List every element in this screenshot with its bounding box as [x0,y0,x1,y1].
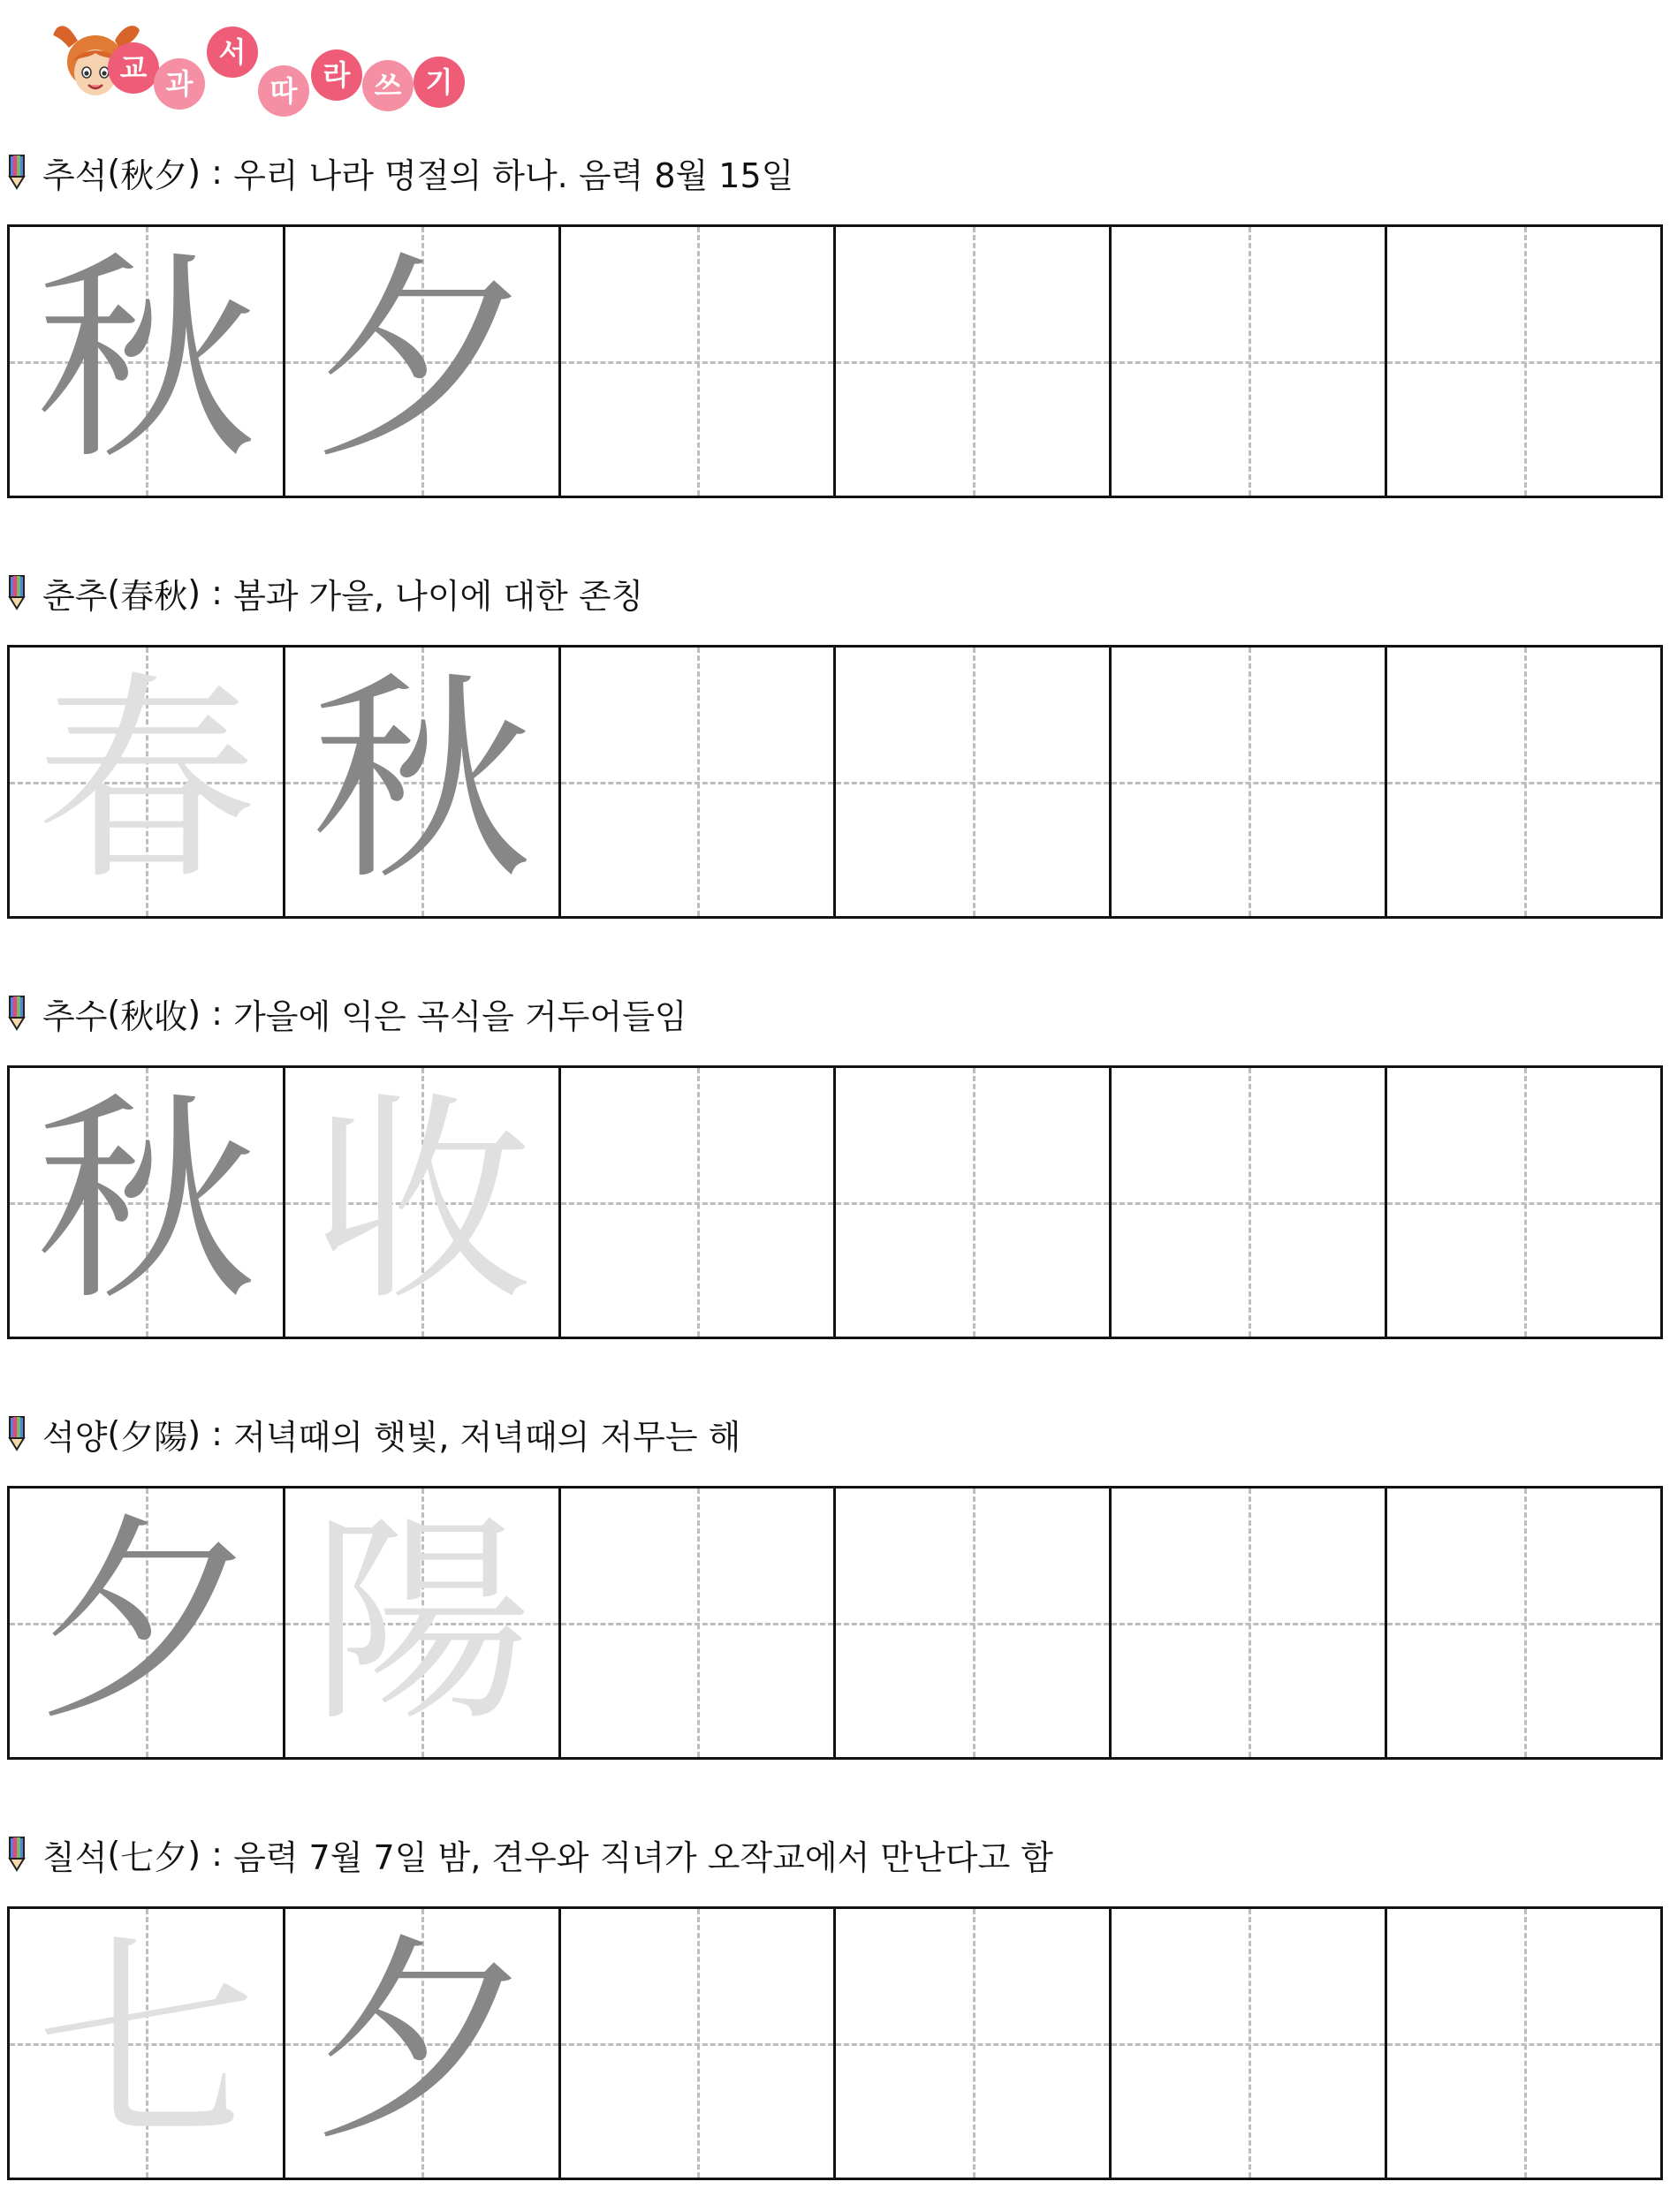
guide-line-horizontal [1112,2043,1385,2046]
close-paren: ) [187,573,201,612]
vocab-hanja: 秋收 [120,996,188,1036]
vocab-heading [7,1413,741,1457]
trace-character: 七 [35,1914,257,2171]
practice-grid [7,1065,1663,1339]
vocab-heading [7,1834,1053,1875]
trace-character: 秋 [311,653,533,910]
trace-character: 夕 [35,1494,257,1751]
guide-line-horizontal [1112,1202,1385,1205]
vocab-hanja: 春秋 [120,576,188,616]
vocab-section [0,572,1670,926]
guide-line-horizontal [836,361,1109,364]
guide-line-horizontal [561,782,834,784]
open-paren: ( [107,153,121,192]
logo-syllable-2: 과 [154,58,205,110]
guide-line-horizontal [561,361,834,364]
practice-cell[interactable] [561,227,837,496]
vocab-hanja: 七夕 [120,1837,188,1877]
guide-line-horizontal [1387,2043,1660,2046]
practice-cell[interactable] [1112,1068,1387,1337]
pencil-icon [7,1416,27,1451]
separator: : [201,573,234,612]
vocab-word: 추수 [42,996,108,1036]
practice-cell[interactable] [1387,1068,1660,1337]
logo-syllable-3: 서 [207,27,258,78]
vocab-heading [7,152,793,193]
logo-syllable-5: 라 [311,49,362,101]
guide-line-horizontal [1112,782,1385,784]
practice-cell[interactable] [561,648,837,916]
separator: : [201,994,234,1033]
guide-line-horizontal [1387,1202,1660,1205]
practice-cell[interactable] [836,1068,1112,1337]
trace-character: 收 [311,1073,533,1330]
practice-cell[interactable] [561,1909,837,2178]
close-paren: ) [187,153,201,192]
practice-grid [7,1906,1663,2180]
practice-cell [285,1068,561,1337]
vocab-meaning: 저녁때의 햇빛, 저녁때의 저무는 해 [233,1417,741,1457]
guide-line-horizontal [1387,1623,1660,1625]
practice-cell[interactable] [1112,1489,1387,1757]
logo-syllable-6: 쓰 [362,60,414,111]
guide-line-horizontal [561,1623,834,1625]
trace-character: 秋 [35,232,257,489]
practice-cell [285,648,561,916]
practice-cell [10,1909,285,2178]
vocab-word: 석양 [42,1417,108,1457]
practice-cell[interactable] [561,1068,837,1337]
vocab-meaning: 음력 7월 7일 밤, 견우와 직녀가 오작교에서 만난다고 함 [233,1837,1053,1877]
vocab-section [0,993,1670,1346]
trace-character: 秋 [35,1073,257,1330]
practice-cell[interactable] [836,648,1112,916]
practice-grid [7,645,1663,919]
practice-cell[interactable] [836,227,1112,496]
vocab-heading [7,993,687,1034]
vocab-word: 춘추 [42,576,108,616]
practice-cell[interactable] [1112,648,1387,916]
vocab-word: 칠석 [42,1837,108,1877]
practice-grid [7,1486,1663,1760]
vocab-section [0,1834,1670,2187]
guide-line-horizontal [836,2043,1109,2046]
separator: : [201,1835,234,1874]
guide-line-horizontal [561,1202,834,1205]
vocab-hanja: 夕陽 [120,1417,188,1457]
vocab-meaning: 봄과 가을, 나이에 대한 존칭 [233,576,644,616]
guide-line-horizontal [836,1202,1109,1205]
close-paren: ) [187,994,201,1033]
open-paren: ( [107,1414,121,1453]
open-paren: ( [107,1835,121,1874]
logo-syllable-4: 따 [258,65,309,117]
vocab-section [0,1413,1670,1767]
separator: : [201,1414,234,1453]
guide-line-horizontal [561,2043,834,2046]
practice-cell [10,1489,285,1757]
practice-cell [285,1909,561,2178]
vocab-word: 추석 [42,155,108,195]
practice-cell [285,1489,561,1757]
practice-cell[interactable] [1387,1909,1660,2178]
practice-cell [10,227,285,496]
pencil-icon [7,996,27,1031]
practice-cell[interactable] [1112,1909,1387,2178]
guide-line-horizontal [1387,782,1660,784]
practice-cell [10,648,285,916]
trace-character: 春 [35,653,257,910]
guide-line-horizontal [836,1623,1109,1625]
practice-cell [285,227,561,496]
trace-character: 陽 [311,1494,533,1751]
practice-cell[interactable] [1387,1489,1660,1757]
practice-cell[interactable] [1387,227,1660,496]
guide-line-horizontal [836,782,1109,784]
pencil-icon [7,155,27,190]
pencil-icon [7,575,27,610]
trace-character: 夕 [311,232,533,489]
close-paren: ) [187,1835,201,1874]
guide-line-horizontal [1112,1623,1385,1625]
trace-character: 夕 [311,1914,533,2171]
vocab-meaning: 가을에 익은 곡식을 거두어들임 [233,996,687,1036]
practice-cell[interactable] [836,1489,1112,1757]
vocab-section [0,152,1670,505]
open-paren: ( [107,573,121,612]
practice-grid [7,224,1663,498]
vocab-hanja: 秋夕 [120,155,188,195]
guide-line-horizontal [1387,361,1660,364]
textbook-copy-logo [19,4,479,118]
practice-cell[interactable] [561,1489,837,1757]
practice-cell[interactable] [1112,227,1387,496]
close-paren: ) [187,1414,201,1453]
practice-cell [10,1068,285,1337]
vocab-meaning: 우리 나라 명절의 하나. 음력 8월 15일 [233,155,794,195]
logo-syllable-1: 교 [108,42,159,94]
open-paren: ( [107,994,121,1033]
pencil-icon [7,1837,27,1872]
vocab-heading [7,572,644,616]
practice-cell[interactable] [836,1909,1112,2178]
separator: : [201,153,234,192]
guide-line-horizontal [1112,361,1385,364]
practice-cell[interactable] [1387,648,1660,916]
logo-syllable-7: 기 [414,57,465,108]
